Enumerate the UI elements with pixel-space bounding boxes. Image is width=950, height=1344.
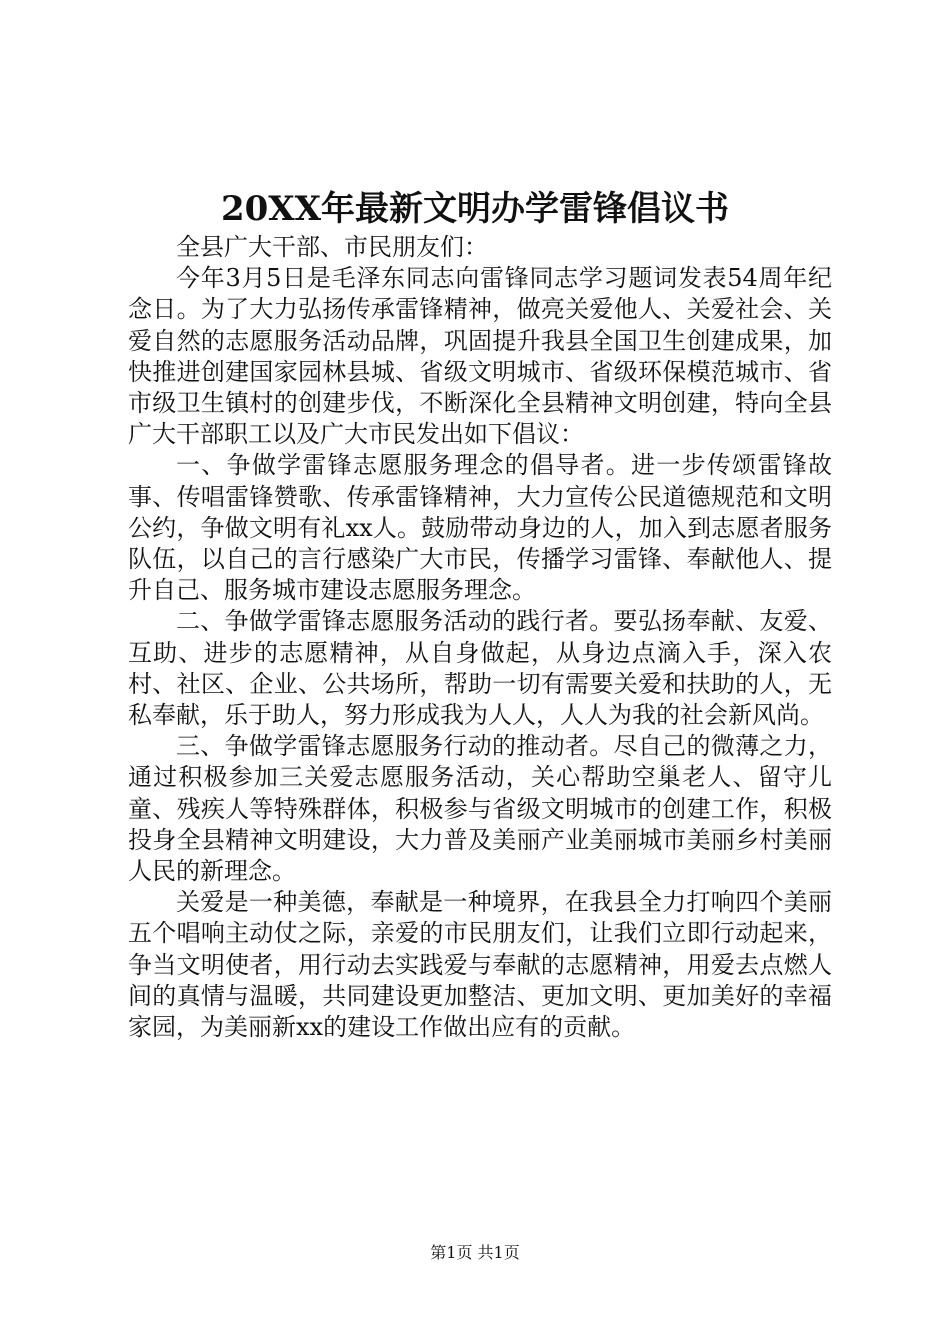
document-body bbox=[128, 232, 832, 1043]
salutation: 全县广大干部、市民朋友们： bbox=[176, 233, 488, 261]
paragraph-point-three: 三、争做学雷锋志愿服务行动的推动者。尽自己的微薄之力，通过积极参加三关爱志愿服务活动，关心帮助空巢老人、留守儿童、残疾人等特殊群体，积极参与省级文明城市的创建工作，积极投身全县精神文明建设，大力普及美丽产业美丽城市美丽乡村美丽人民的新理念。 bbox=[128, 732, 832, 886]
paragraph-point-two: 二、争做学雷锋志愿服务活动的践行者。要弘扬奉献、友爱、互助、进步的志愿精神，从自身做起，从身边点滴入手，深入农村、社区、企业、公共场所，帮助一切有需要关爱和扶助的人，无私奉献，乐于助人，努力形成我为人人，人人为我的社会新风尚。 bbox=[128, 607, 832, 730]
document-title: 20XX年最新文明办学雷锋倡议书 bbox=[220, 189, 730, 229]
page-number-footer: 第1页 共1页 bbox=[430, 1243, 520, 1262]
paragraph-point-one: 一、争做学雷锋志愿服务理念的倡导者。进一步传颂雷锋故事、传唱雷锋赞歌、传承雷锋精神，大力宣传公民道德规范和文明公约，争做文明有礼xx人。鼓励带动身边的人，加入到志愿者服务队伍，以自己的言行感染广大市民，传播学习雷锋、奉献他人、提升自己、服务城市建设志愿服务理念。 bbox=[128, 451, 832, 605]
paragraph-closing: 关爱是一种美德，奉献是一种境界，在我县全力打响四个美丽五个唱响主动仗之际，亲爱的市民朋友们，让我们立即行动起来，争当文明使者，用行动去实践爱与奉献的志愿精神，用爱去点燃人间的真情与温暖，共同建设更加整洁、更加文明、更加美好的幸福家园，为美丽新xx的建设工作做出应有的贡献。 bbox=[128, 888, 832, 1042]
paragraph-intro: 今年3月5日是毛泽东同志向雷锋同志学习题词发表54周年纪念日。为了大力弘扬传承雷锋精神，做亮关爱他人、关爱社会、关爱自然的志愿服务活动品牌，巩固提升我县全国卫生创建成果，加快推进创建国家园林县城、省级文明城市、省级环保模范城市、省市级卫生镇村的创建步伐，不断深化全县精神文明创建，特向全县广大干部职工以及广大市民发出如下倡议： bbox=[128, 264, 832, 449]
